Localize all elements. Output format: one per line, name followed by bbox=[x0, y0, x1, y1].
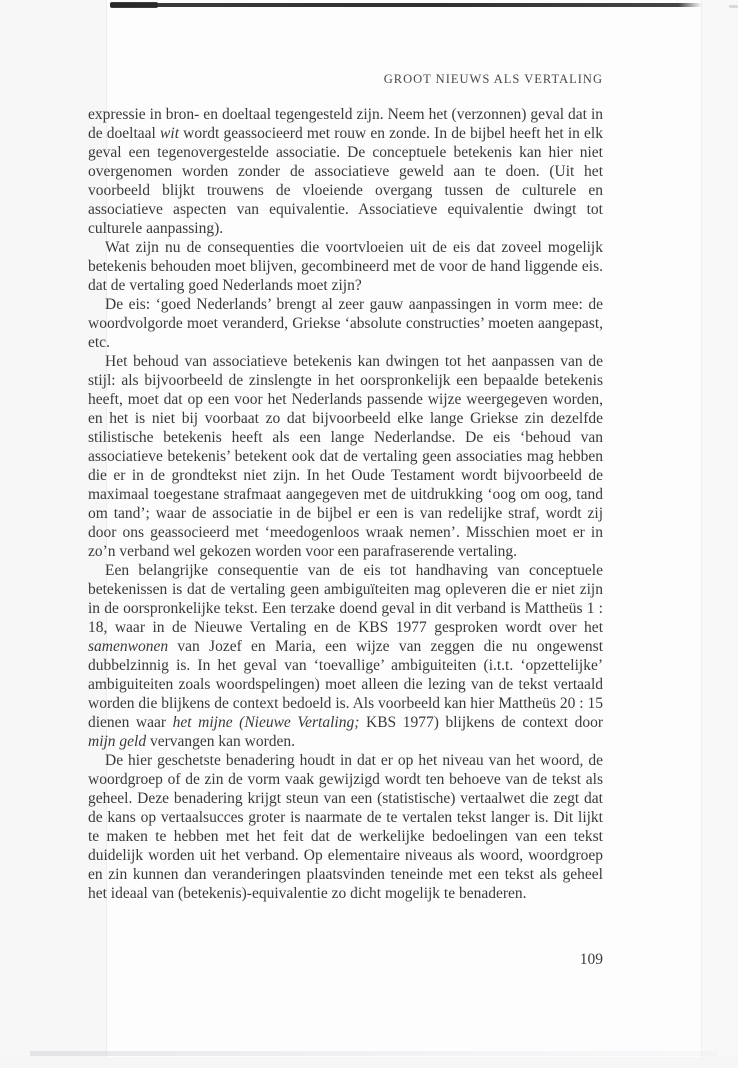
italic-text-run: het mijne (Nieuwe Vertaling; bbox=[172, 714, 360, 731]
italic-text-run: samenwonen bbox=[88, 638, 169, 655]
paragraph bbox=[88, 751, 603, 903]
text-run: De eis: ‘goed Nederlands’ brengt al zeer gauw aanpassingen in vorm mee: de woordvolgorde moet veranderd, Griekse ‘absolute constructies’ moeten aangepast, etc. bbox=[88, 296, 603, 351]
page-number-text: 109 bbox=[579, 951, 603, 968]
paragraph bbox=[88, 105, 603, 238]
text-run: Het behoud van associatieve betekenis kan dwingen tot het aanpassen van de stijl: als bijvoorbeeld de zinslengte in het oorspronkelijk een bepaalde betekenis heeft, moet dat op een voor het Nederlands passende wijze weergegeven worden, en het is niet bij voorbaat zo dat bijvoorbeeld elke lange Griekse zin dezelfde stilistische betekenis heeft als een lange Nederlandse. De eis ‘behoud van associatieve betekenis’ betekent ook dat de vertaling geen associaties mag hebben die er in de grondtekst niet zijn. In het Oude Testament wordt bijvoorbeeld de maximaal toegestane strafmaat aangegeven met de uitdrukking ‘oog om oog, tand om tand’; waar de associatie in de bijbel er een is van redelijke straf, wordt zij door ons geassocieerd met ‘meedogenloos wraak nemen’. Misschien moet er in zo’n verband wel gekozen worden voor een parafraserende vertaling. bbox=[88, 353, 603, 560]
text-run: Wat zijn nu de consequenties die voortvloeien uit de eis dat zoveel mogelijk betekenis behouden moet blijven, gecombineerd met de voor de hand liggende eis. dat de vertaling goed Nederlands moet zijn? bbox=[88, 239, 603, 294]
body-paragraphs bbox=[88, 105, 603, 903]
text-run: wordt geassocieerd met rouw en zonde. In de bijbel heeft het in elk geval een tegenovergestelde associatie. De conceptuele betekenis kan hier niet overgenomen worden zonder de associatieve geweld aan te doen. (Uit het voorbeeld blijkt trouwens de vloeiende overgang tussen de culturele en associatieve aspecten van equivalentie. Associatieve equivalentie dwingt tot culturele aanpassing). bbox=[88, 125, 603, 237]
page-number bbox=[88, 951, 603, 969]
paragraph bbox=[88, 352, 603, 561]
scan-artifact-top-blob bbox=[110, 2, 158, 8]
text-run: Een belangrijke consequentie van de eis tot handhaving van conceptuele betekenissen is dat de vertaling geen ambiguïteiten mag opleveren die er niet zijn in de oorspronkelijke tekst. Een terzake doend geval in dit verband is Mattheüs 1 : 18, waar in de Nieuwe Vertaling en de KBS 1977 gesproken wordt over het bbox=[88, 562, 603, 636]
text-run: van Jozef en Maria, een wijze van zeggen die nu ongewenst dubbelzinnig is. In het geval van ‘toevallige’ ambiguiteiten (i.t.t. ‘opzettelijke’ ambiguiteiten zoals woordspelingen) moet alleen die lezing van de tekst vertaald worden die blijkens de context bedoeld is. Als voorbeeld kan hier Mattheüs 20 : 15 dienen waar bbox=[88, 638, 603, 731]
italic-text-run: mijn geld bbox=[88, 733, 147, 750]
running-header bbox=[88, 71, 603, 87]
scan-edge-right-strip bbox=[701, 0, 738, 1068]
scan-artifact-top-right-mark bbox=[729, 5, 738, 8]
scan-artifact-top-edge bbox=[110, 3, 702, 7]
paragraph bbox=[88, 561, 603, 751]
running-header-text: GROOT NIEUWS ALS VERTALING bbox=[383, 72, 603, 86]
text-run: vervangen kan worden. bbox=[146, 733, 296, 750]
italic-text-run: wit bbox=[160, 125, 179, 142]
paragraph bbox=[88, 238, 603, 295]
scan-edge-bottom-strip bbox=[0, 1057, 738, 1068]
scan-artifact-bottom-shadow bbox=[30, 1051, 718, 1056]
text-run: expressie in bron- en doeltaal tegengesteld zijn. Neem het (verzonnen) geval dat in de doeltaal bbox=[88, 106, 603, 142]
text-run: De hier geschetste benadering houdt in dat er op het niveau van het woord, de woordgroep of de zin de vorm vaak gewijzigd wordt ten behoeve van de tekst als geheel. Deze benadering krijgt steun van een (statistische) vertaalwet die zegt dat de kans op vertaalsucces groter is naarmate de te vertalen tekst langer is. Dit lijkt te maken te hebben met het feit dat de werkelijke bedoelingen van een tekst duidelijk worden uit het verband. Op elementaire niveaus als woord, woordgroep en zin kunnen dan veranderingen plaatsvinden teneinde met een tekst als geheel het ideaal van (betekenis)-equivalentie zo dicht mogelijk te benaderen. bbox=[88, 752, 603, 902]
text-run: KBS 1977) blijkens de context door bbox=[359, 714, 603, 731]
paragraph bbox=[88, 295, 603, 352]
